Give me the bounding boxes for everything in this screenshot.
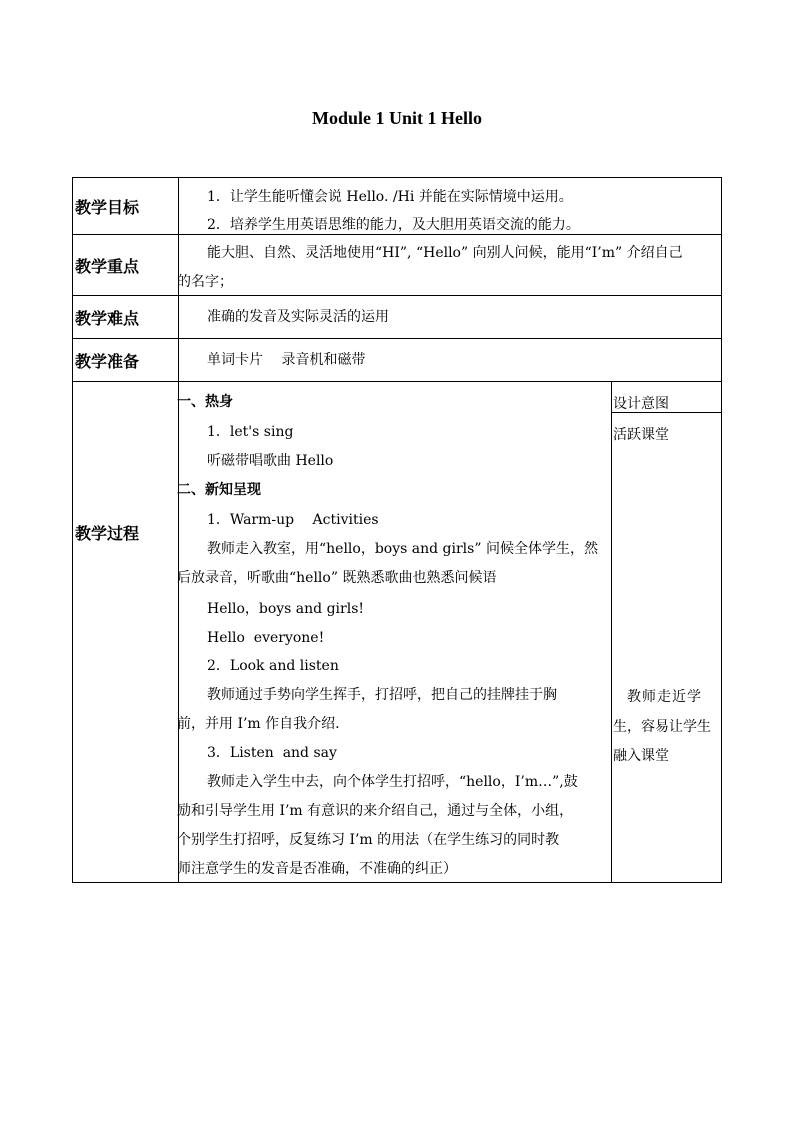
process-line: 个别学生打招呼，反复练习 I’m 的用法（在学生练习的同时教 [177,832,560,848]
difficulties-line-1: 准确的发音及实际灵活的运用 [207,309,389,325]
process-line: 1．Warm-up Activities [207,512,379,528]
objective-line-2: 2．培养学生用英语思维的能力，及大胆用英语交流的能力。 [207,217,580,233]
row-label-difficulties: 教学难点 [73,296,179,338]
process-line: 2．Look and listen [207,658,339,674]
design-intent-note-3: 生，容易让学生 [613,719,711,735]
process-heading-warmup: 一、热身 [177,394,233,410]
process-line: 1．let's sing [207,424,294,440]
process-line: Hello，boys and girls! [207,601,365,617]
row-label-process: 教学过程 [73,382,179,882]
objective-line-1: 1．让学生能听懂会说 Hello. /Hi 并能在实际情境中运用。 [207,189,573,205]
table-row-preparation [73,339,721,382]
table-row-key-points [73,235,721,296]
key-points-line-1: 能大胆、自然、灵活地使用“HI”, “Hello” 向别人问候，能用“I’m” 介绍自己 [207,245,683,261]
process-line: 后放录音，听歌曲“hello” 既熟悉歌曲也熟悉问候语 [177,570,497,586]
process-column-divider [611,382,612,882]
key-points-line-2: 的名字； [177,274,233,290]
process-line: Hello everyone! [207,630,325,646]
process-line: 教师走入教室，用“hello，boys and girls” 问候全体学生，然 [207,541,598,557]
design-intent-note-4: 融入课堂 [613,748,669,764]
process-line: 励和引导学生用 I’m 有意识的来介绍自己，通过与全体，小组， [177,803,574,819]
design-intent-note-2: 教师走近学 [627,689,702,705]
process-line: 教师通过手势向学生挥手，打招呼，把自己的挂牌挂于胸 [207,687,557,703]
design-intent-note-1: 活跃课堂 [613,427,669,443]
process-line: 3．Listen and say [207,745,337,761]
process-line: 前，并用 I’m 作自我介绍. [177,716,340,732]
process-line: 听磁带唱歌曲 Hello [207,453,334,469]
row-content-difficulties [177,296,721,338]
row-label-objectives: 教学目标 [73,178,179,234]
preparation-line-1: 单词卡片 录音机和磁带 [207,352,366,368]
table-row-objectives [73,178,721,235]
document-title: Module 1 Unit 1 Hello [312,108,482,128]
process-line: 师注意学生的发音是否准确，不准确的纠正） [177,861,457,877]
row-content-objectives [177,178,721,234]
row-label-key-points: 教学重点 [73,235,179,295]
design-intent-header: 设计意图 [613,396,669,412]
design-intent-column [611,382,721,882]
table-row-difficulties [73,296,721,339]
process-heading-new-knowledge: 二、新知呈现 [177,482,261,498]
row-content-key-points [177,235,721,295]
row-content-preparation [177,339,721,381]
row-label-preparation: 教学准备 [73,339,179,381]
process-line: 教师走入学生中去，向个体学生打招呼，“hello，I’m…”,鼓 [207,774,578,790]
